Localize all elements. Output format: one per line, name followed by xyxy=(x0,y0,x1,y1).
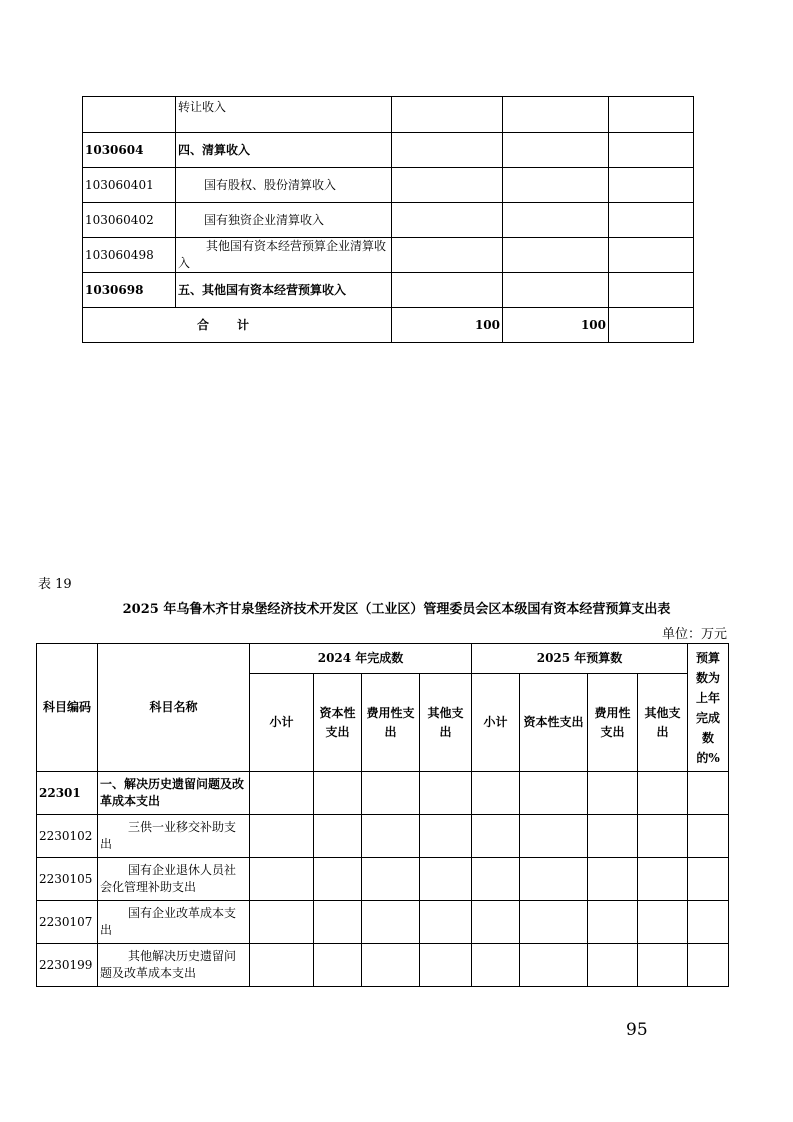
row-value xyxy=(472,858,520,901)
row-value xyxy=(609,168,694,203)
table-row xyxy=(37,858,729,901)
table-row xyxy=(83,238,694,273)
row-value xyxy=(520,858,588,901)
table-number-label: 表 19 xyxy=(38,577,72,592)
table-row xyxy=(83,133,694,168)
row-value xyxy=(588,815,638,858)
table-row xyxy=(83,168,694,203)
row-value xyxy=(362,944,420,987)
row-name: 国有企业改革成本支出 xyxy=(98,901,250,944)
header-2025-capital: 资本性支出 xyxy=(520,674,588,772)
row-value xyxy=(609,273,694,308)
unit-label: 单位：万元 xyxy=(662,627,728,642)
table-row xyxy=(83,203,694,238)
row-value xyxy=(503,97,609,133)
header-2025: 2025 年预算数 xyxy=(472,644,688,674)
table-row xyxy=(37,944,729,987)
row-name: 国有企业退休人员社会化管理补助支出 xyxy=(98,858,250,901)
row-value xyxy=(362,772,420,815)
row-value xyxy=(250,815,314,858)
row-value xyxy=(420,772,472,815)
row-value xyxy=(392,238,503,273)
row-value xyxy=(314,858,362,901)
row-value xyxy=(520,815,588,858)
table-row xyxy=(83,273,694,308)
row-code: 103060401 xyxy=(83,168,176,203)
row-value xyxy=(503,168,609,203)
row-value xyxy=(609,238,694,273)
row-value xyxy=(638,815,688,858)
header-2024-expense: 费用性支出 xyxy=(362,674,420,772)
table-row xyxy=(83,97,694,133)
row-name: 其他解决历史遗留问题及改革成本支出 xyxy=(98,944,250,987)
row-code: 1030698 xyxy=(83,273,176,308)
total-label: 合计 xyxy=(83,308,392,343)
row-value xyxy=(392,133,503,168)
table-row xyxy=(37,772,729,815)
table-row xyxy=(37,815,729,858)
row-code: 1030604 xyxy=(83,133,176,168)
row-value xyxy=(250,944,314,987)
row-value xyxy=(420,944,472,987)
row-value xyxy=(688,901,729,944)
row-code: 22301 xyxy=(37,772,98,815)
row-value xyxy=(503,203,609,238)
row-value xyxy=(472,772,520,815)
row-value xyxy=(314,944,362,987)
row-value xyxy=(314,772,362,815)
row-value xyxy=(588,858,638,901)
header-2024-capital: 资本性支出 xyxy=(314,674,362,772)
row-value xyxy=(362,815,420,858)
row-code: 2230107 xyxy=(37,901,98,944)
row-value xyxy=(688,858,729,901)
row-value xyxy=(609,133,694,168)
row-value xyxy=(609,97,694,133)
row-name: 五、其他国有资本经营预算收入 xyxy=(176,273,392,308)
row-value xyxy=(250,901,314,944)
header-2024-other: 其他支出 xyxy=(420,674,472,772)
row-name: 四、清算收入 xyxy=(176,133,392,168)
row-value xyxy=(472,815,520,858)
total-value: 100 xyxy=(503,308,609,343)
row-name: 其他国有资本经营预算企业清算收入 xyxy=(176,238,392,273)
row-value xyxy=(420,901,472,944)
row-value xyxy=(609,203,694,238)
row-value xyxy=(638,858,688,901)
row-value xyxy=(472,944,520,987)
row-value xyxy=(250,858,314,901)
row-value xyxy=(588,772,638,815)
total-value: 100 xyxy=(392,308,503,343)
header-2025-subtotal: 小计 xyxy=(472,674,520,772)
row-value xyxy=(588,944,638,987)
row-value xyxy=(250,772,314,815)
total-row xyxy=(83,308,694,343)
row-value xyxy=(688,944,729,987)
row-value xyxy=(392,203,503,238)
row-value xyxy=(503,133,609,168)
table-row xyxy=(37,901,729,944)
row-value xyxy=(638,772,688,815)
row-value xyxy=(392,168,503,203)
row-value xyxy=(520,901,588,944)
page-number: 95 xyxy=(626,1020,648,1040)
revenue-table-continued xyxy=(82,96,694,343)
row-value xyxy=(638,944,688,987)
row-value xyxy=(392,97,503,133)
row-value xyxy=(362,901,420,944)
row-value xyxy=(314,815,362,858)
row-name: 一、解决历史遗留问题及改革成本支出 xyxy=(98,772,250,815)
row-value xyxy=(420,858,472,901)
header-2025-expense: 费用性支出 xyxy=(588,674,638,772)
header-2025-other: 其他支出 xyxy=(638,674,688,772)
total-value xyxy=(609,308,694,343)
row-value xyxy=(688,772,729,815)
row-name: 转让收入 xyxy=(176,97,392,133)
header-2024: 2024 年完成数 xyxy=(250,644,472,674)
row-value xyxy=(688,815,729,858)
header-name: 科目名称 xyxy=(98,644,250,772)
header-code: 科目编码 xyxy=(37,644,98,772)
row-code: 103060402 xyxy=(83,203,176,238)
row-value xyxy=(420,815,472,858)
row-code: 2230102 xyxy=(37,815,98,858)
row-code: 2230105 xyxy=(37,858,98,901)
row-value xyxy=(362,858,420,901)
row-value xyxy=(588,901,638,944)
row-name: 国有股权、股份清算收入 xyxy=(176,168,392,203)
row-value xyxy=(520,944,588,987)
row-code xyxy=(83,97,176,133)
header-2024-subtotal: 小计 xyxy=(250,674,314,772)
row-value xyxy=(503,238,609,273)
row-value xyxy=(638,901,688,944)
row-value xyxy=(520,772,588,815)
row-value xyxy=(472,901,520,944)
row-name: 三供一业移交补助支出 xyxy=(98,815,250,858)
row-value xyxy=(392,273,503,308)
row-code: 2230199 xyxy=(37,944,98,987)
row-code: 103060498 xyxy=(83,238,176,273)
header-ratio: 预算数为上年完成数的% xyxy=(688,644,729,772)
table-title: 2025 年乌鲁木齐甘泉堡经济技术开发区（工业区）管理委员会区本级国有资本经营预算支出表 xyxy=(122,602,671,617)
row-name: 国有独资企业清算收入 xyxy=(176,203,392,238)
row-value xyxy=(314,901,362,944)
expenditure-table xyxy=(36,643,729,987)
row-value xyxy=(503,273,609,308)
